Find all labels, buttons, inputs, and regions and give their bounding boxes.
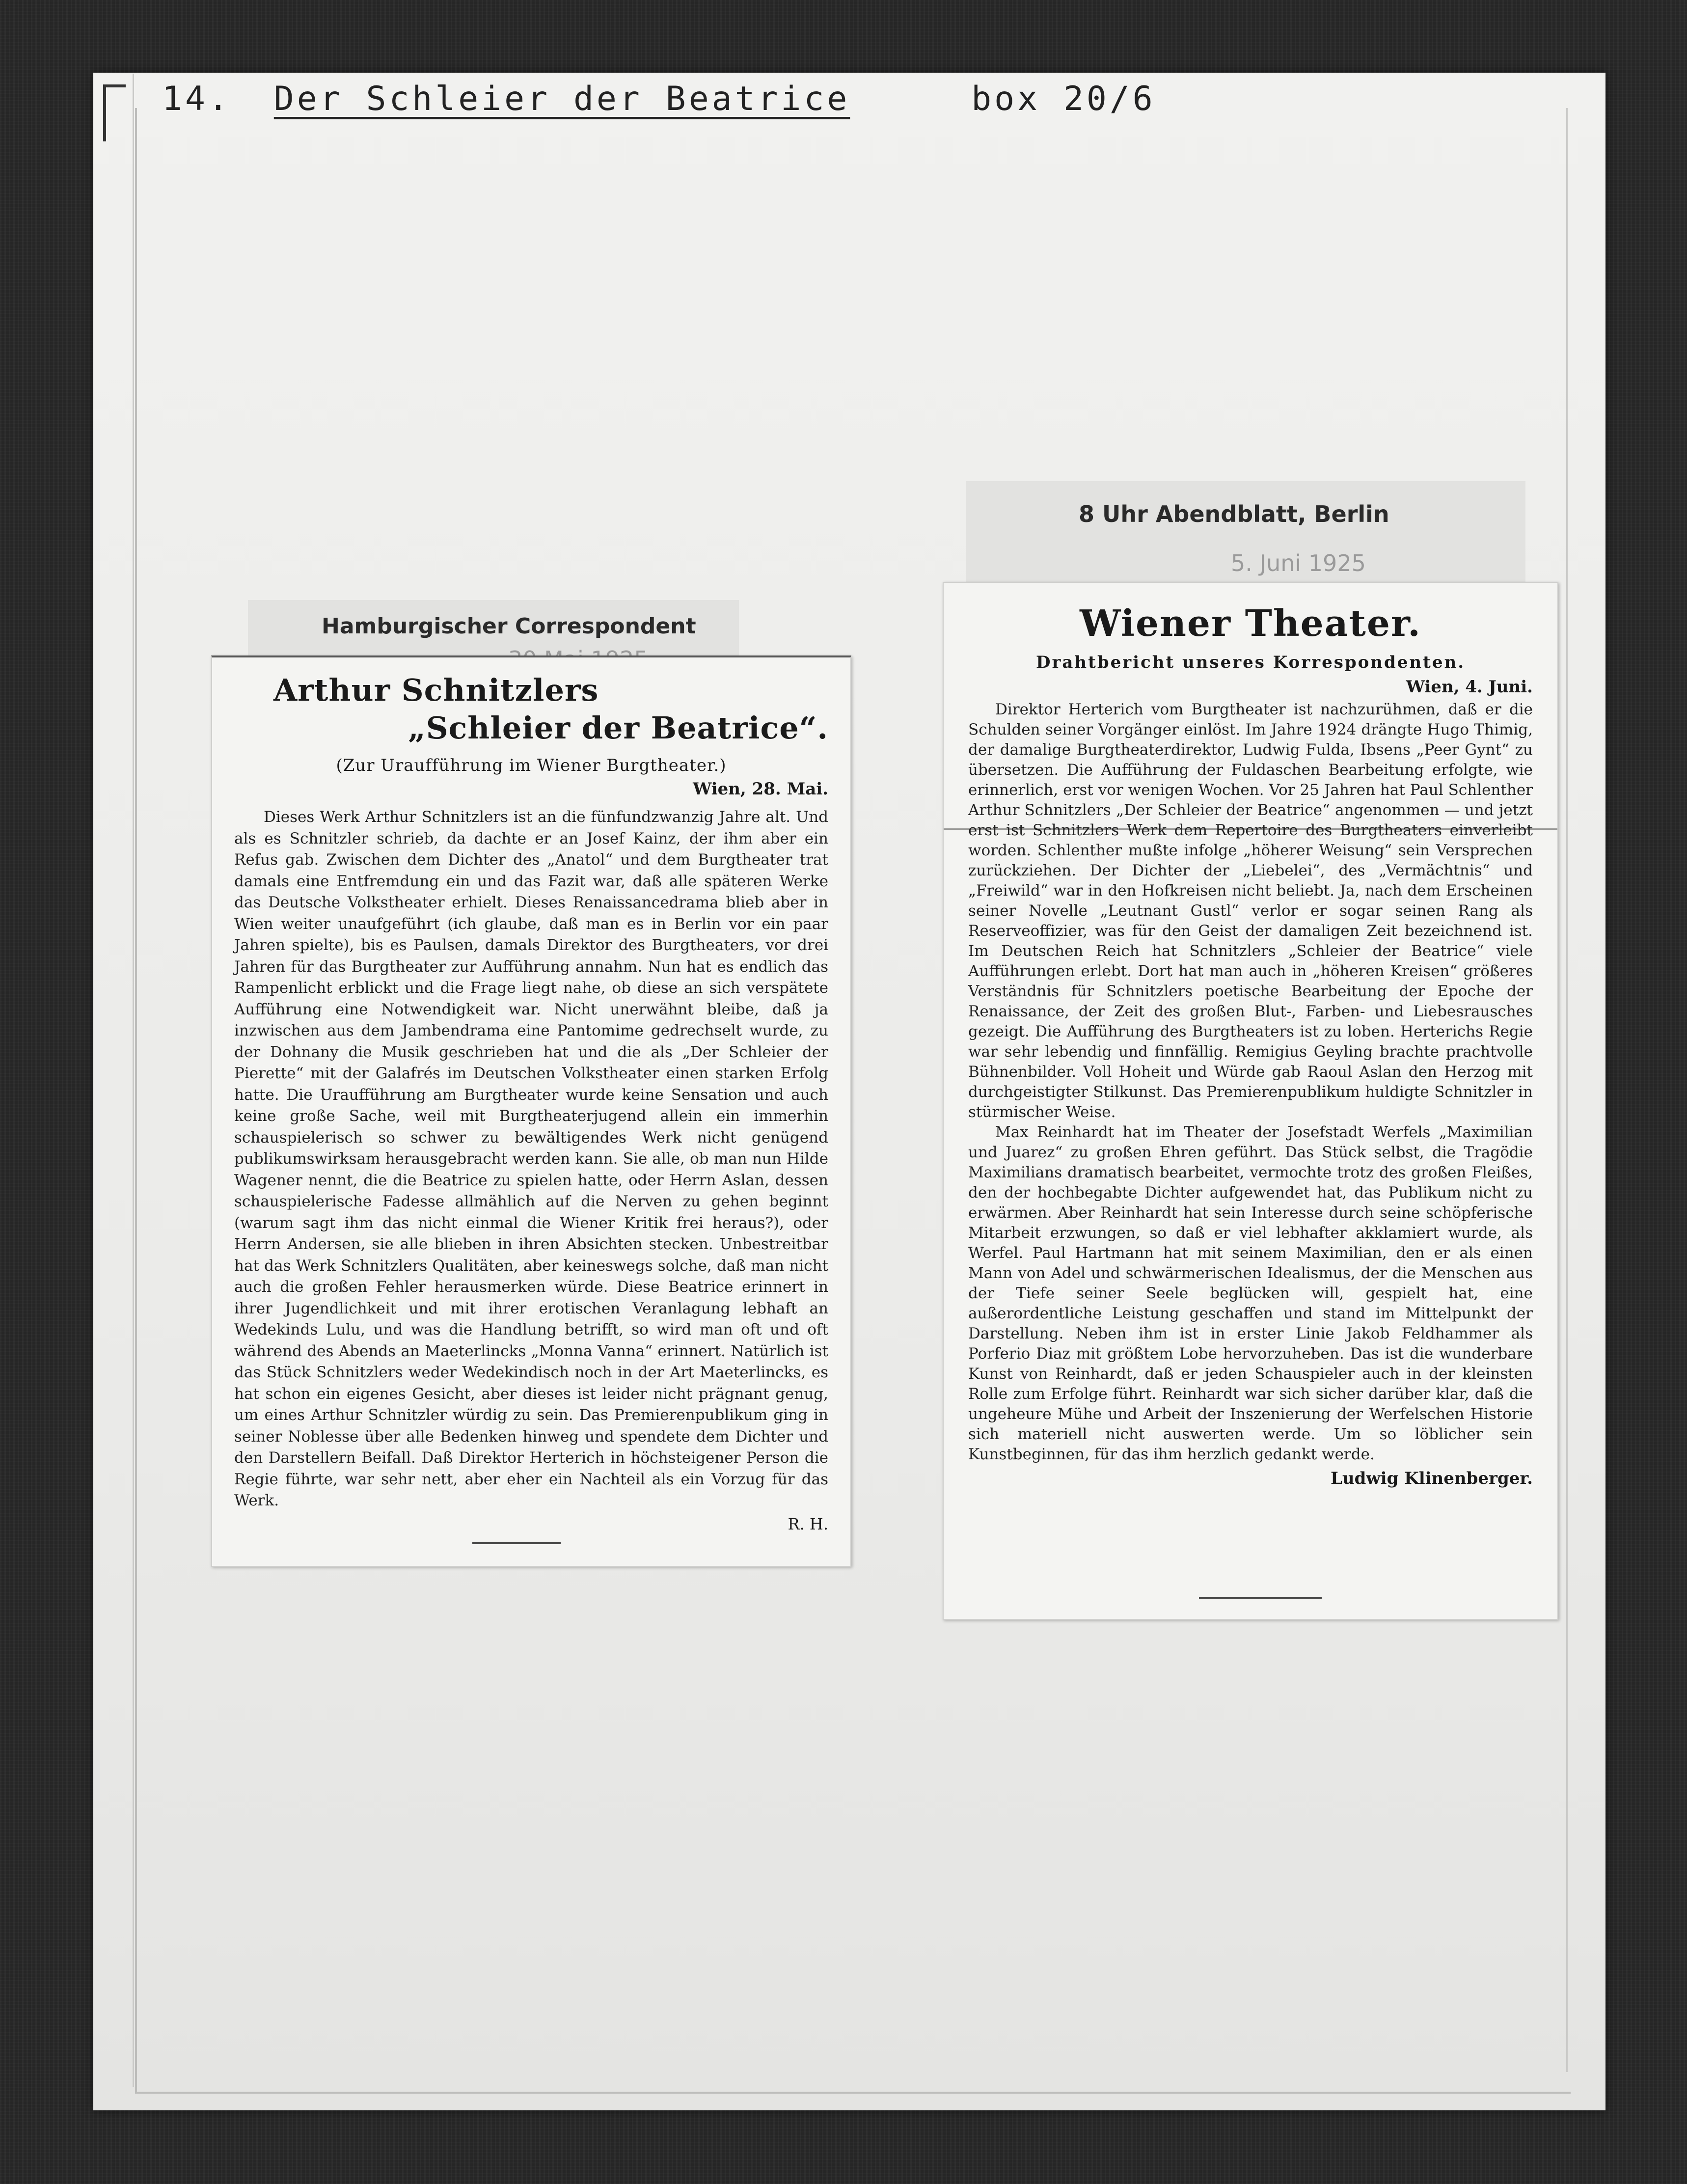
left-clipping-content bbox=[234, 672, 828, 1533]
left-signature: R. H. bbox=[788, 1514, 828, 1533]
right-clipping-content bbox=[968, 602, 1533, 1488]
right-source-label bbox=[966, 481, 1525, 582]
box-number: box 20/6 bbox=[971, 80, 1156, 118]
right-subtitle: Drahtbericht unseres Korrespondenten. bbox=[1035, 653, 1466, 672]
right-article-body bbox=[968, 700, 1533, 1465]
right-headline: Wiener Theater. bbox=[1080, 602, 1421, 645]
left-clipping bbox=[211, 655, 851, 1567]
folder-title: Der Schleier der Beatrice bbox=[273, 80, 850, 118]
corner-bracket bbox=[103, 84, 126, 141]
folder-number: 14. bbox=[162, 80, 231, 118]
left-headline-line2: „Schleier der Beatrice“. bbox=[408, 710, 828, 746]
left-end-rule bbox=[472, 1542, 561, 1544]
archive-header bbox=[162, 80, 1156, 118]
left-dateline: Wien, 28. Mai. bbox=[693, 779, 828, 799]
left-subtitle: (Zur Uraufführung im Wiener Burgtheater.) bbox=[336, 756, 727, 775]
left-headline-line1: Arthur Schnitzlers bbox=[273, 672, 599, 708]
left-article-body: Dieses Werk Arthur Schnitzlers ist an die fünfundzwanzig Jahre alt. Und als es Schnitzler schrieb, da dachte er an Josef Kainz, der ihm aber ein Refus gab. Zwischen dem Dichter des „Anatol“ und dem Burgtheater trat damals eine Entfremdung ein und das Fazit war, daß alle späteren Werke das Deutsche Volkstheater erhielt. Dieses Renaissancedrama blieb aber in Wien weiter unaufgeführt (ich glaube, daß man es in Berlin vor ein paar Jahren spielte), bis es Paulsen, damals Direktor des Burgtheaters, vor drei Jahren für das Burgtheater zur Aufführung annahm. Nun hat es endlich das Rampenlicht erblickt und die Frage liegt nahe, ob diese an sich verspätete Aufführung eine Notwendigkeit war. Nicht unerwähnt bleibe, daß ja inzwischen aus dem Jambendrama eine Pantomime gedrechselt wurde, zu der Dohnany die Musik geschrieben hat und die als „Der Schleier der Pierette“ mit der Galafrés im Deutschen Volkstheater einen starken Erfolg hatte. Die Uraufführung am Burgtheater wurde keine Sensation und auch keine große Sache, weil mit Burgtheaterjugend allein ein immerhin schauspielerisch so schwer zu bewältigendes Werk nicht genügend publikumswirksam herausgebracht werden kann. Sie alle, ob man nun Hilde Wagener nennt, die die Beatrice zu spielen hatte, oder Herrn Aslan, dessen schauspielerische Fadesse allmählich auf die Nerven zu gehen beginnt (warum sagt ihm das nicht einmal die Wiener Kritik frei heraus?), oder Herrn Andersen, sie alle blieben in ihren Absichten stecken. Unbestreitbar hat das Werk Schnitzlers Qualitäten, aber keineswegs solche, daß man nicht auch die großen Fehler herausmerken würde. Diese Beatrice erinnert in ihrer Jugendlichkeit und mit ihrer erotischen Veranlagung lebhaft an Wedekinds Lulu, und was die Handlung betrifft, so wird man oft und oft während des Abends an Maeterlincks „Monna Vanna“ erinnert. Natürlich ist das Stück Schnitzlers weder Wedekindisch noch in der Art Maeterlincks, es hat schon ein eigenes Gesicht, aber dieses ist leider nicht prägnant genug, um eines Arthur Schnitzler würdig zu sein. Das Premierenpublikum ging in seiner Noblesse über alle Bedenken hinweg und spendete dem Dichter und den Darstellern Beifall. Daß Direktor Herterich in höchsteigener Person die Regie führte, war sehr nett, aber eher ein Nachteil als ein Vorzug für das Werk. bbox=[234, 808, 828, 1509]
right-date-stamp: 5. Juni 1925 bbox=[1231, 550, 1366, 576]
right-edge-line bbox=[1566, 108, 1568, 2072]
left-source-name: Hamburgischer Correspondent bbox=[322, 614, 696, 639]
right-dateline: Wien, 4. Juni. bbox=[1406, 677, 1533, 697]
right-paragraph-1: Direktor Herterich vom Burgtheater ist nachzurühmen, daß er die Schulden seiner Vorgänger einlöst. Im Jahre 1924 drängte Hugo Thimig, der damalige Burgtheaterdirektor, Ludwig Fulda, Ibsens „Peer Gynt“ zu übersetzen. Die Aufführung der Fuldaschen Bearbeitung erfolgte, wie erinnerlich, erst vor wenigen Wochen. Vor 25 Jahren hat Paul Schlenther Arthur Schnitzlers „Der Schleier der Beatrice“ angenommen — und jetzt erst ist Schnitzlers Werk dem Repertoire des Burgtheaters einverleibt worden. Schlenther mußte infolge „höherer Weisung“ sein Versprechen zurückziehen. Der Dichter der „Liebelei“, des „Vermächtnis“ und „Freiwild“ war in den Hofkreisen nicht beliebt. Ja, nach dem Erscheinen seiner Novelle „Leutnant Gustl“ verlor er sogar seinen Rang als Reserveoffizier, was für den Geist der damaligen Zeit bezeichnend ist. Im Deutschen Reich hat Schnitzlers „Schleier der Beatrice“ viele Aufführungen erlebt. Dort hat man auch in „höheren Kreisen“ größeres Verständnis für Schnitzlers poetische Bearbeitung der Epoche der Renaissance, der Zeit des großen Blut-, Farben- und Liebesrausches gezeigt. Die Aufführung des Burgtheaters ist zu loben. Herterichs Regie war sehr lebendig und finnfällig. Remigius Geyling brachte prachtvolle Bühnenbilder. Voll Hoheit und Würde gab Raoul Aslan den Herzog mit durchgeistigter Stilkunst. Das Premierenpublikum huldigte Schnitzler in stürmischer Weise. bbox=[968, 701, 1533, 1121]
sheet-fold-line bbox=[133, 74, 134, 2087]
right-source-name: 8 Uhr Abendblatt, Berlin bbox=[1079, 501, 1389, 527]
left-source-label bbox=[248, 600, 739, 664]
right-end-rule bbox=[1199, 1597, 1322, 1599]
right-signature: Ludwig Klinenberger. bbox=[1330, 1469, 1533, 1488]
right-paragraph-2: Max Reinhardt hat im Theater der Josefstadt Werfels „Maximilian und Juarez“ zu großen Ehren geführt. Das Stück selbst, die Tragödie Maximilians dramatisch bearbeitet, vermochte trotz des großen Fleißes, den der hochbegabte Dichter aufgewendet hat, das Publikum nicht zu erwärmen. Aber Reinhardt hat sein Interesse durch seine schöpferische Mitarbeit erzwungen, so daß er viel lebhafter akklamiert wurde, als Werfel. Paul Hartmann hat mit seinem Maximilian, den er als einen Mann von Adel und schwärmerischen Idealismus, der die Menschen aus der Tiefe seiner Seele beglücken will, gespielt hat, eine außerordentliche Leistung geschaffen und stand im Mittelpunkt der Darstellung. Neben ihm ist in erster Linie Jakob Feldhammer als Porferio Diaz mit größtem Lobe hervorzuheben. Das ist die wunderbare Kunst von Reinhardt, daß er jeden Schauspieler auch in der kleinsten Rolle zum Erfolge führt. Reinhardt war sich sicher darüber klar, daß die ungeheure Mühe und Arbeit der Inszenierung der Werfelschen Historie sich materiell nicht auswerten werde. Um so löblicher sein Kunstbeginnen, für das ihm herzlich gedankt werde. bbox=[968, 1123, 1533, 1463]
right-clipping bbox=[943, 582, 1558, 1620]
